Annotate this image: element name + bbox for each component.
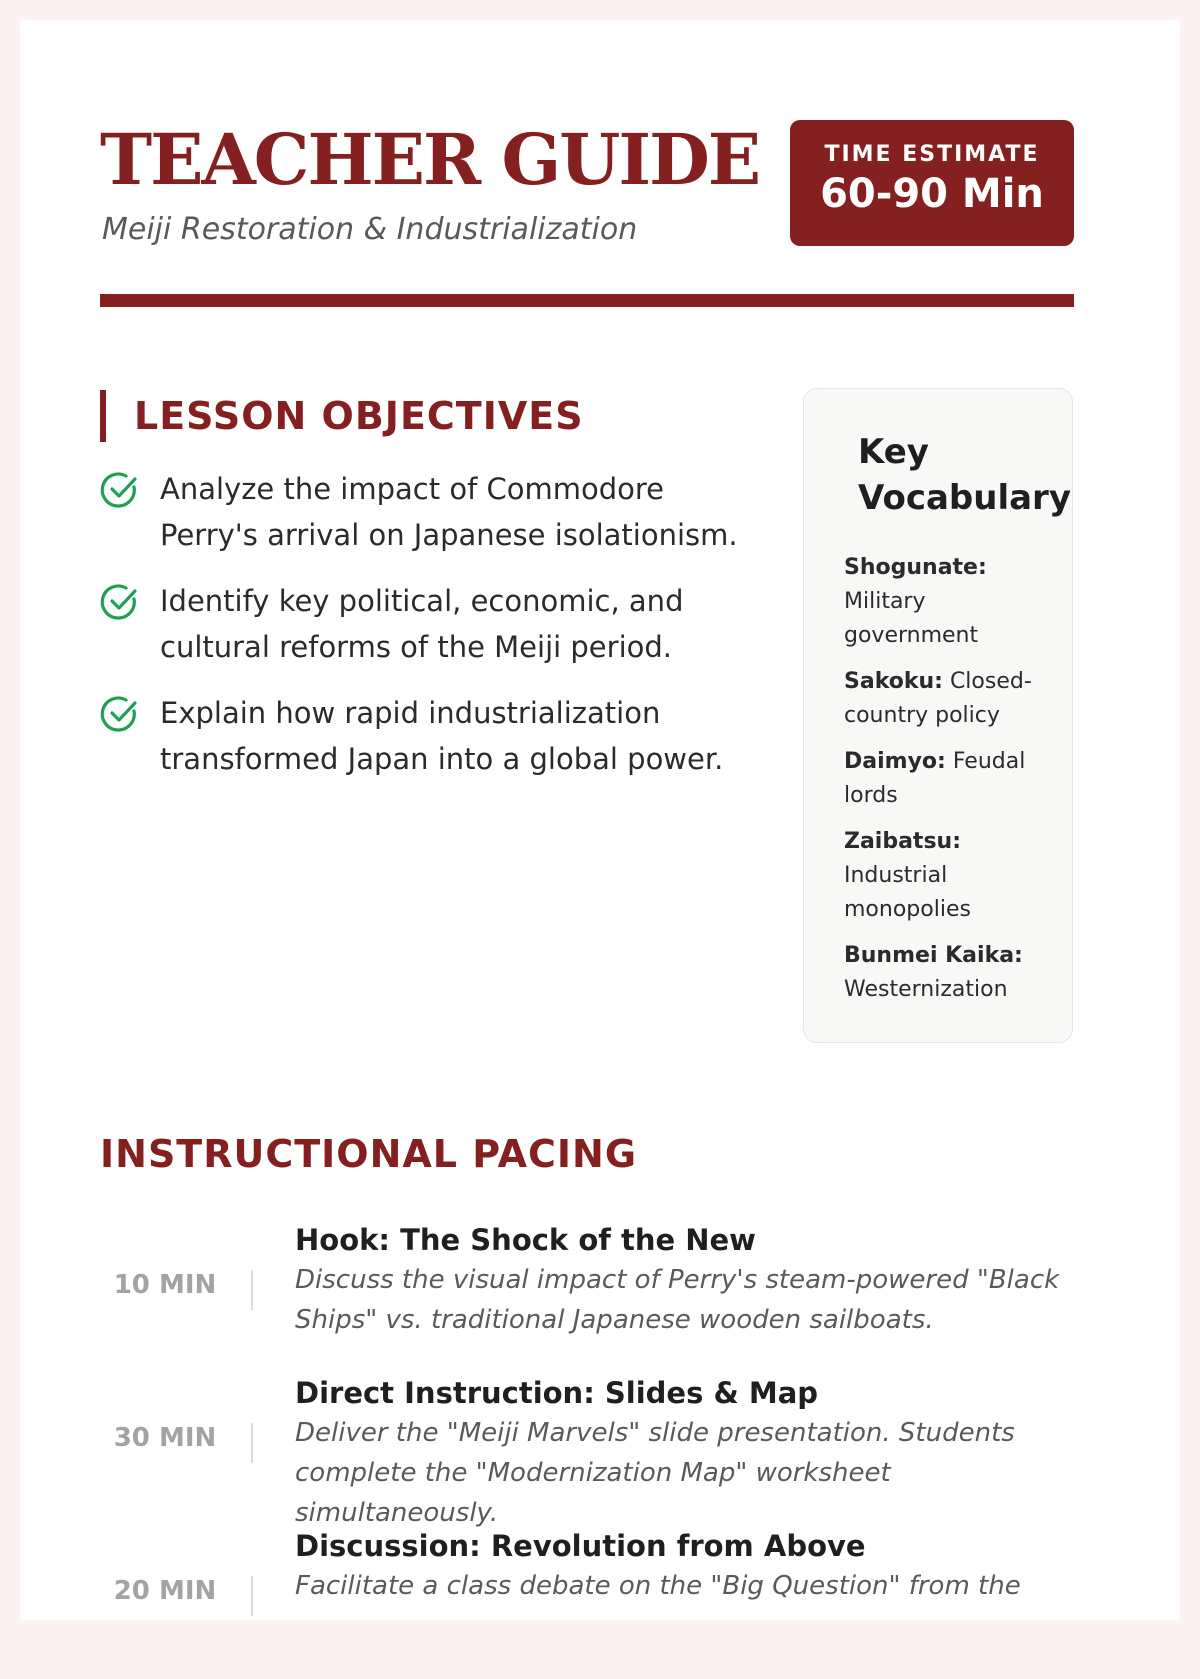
objective-item [100,466,740,558]
vocabulary-definition: Industrial monopolies [844,863,971,922]
pacing-duration: 30 MIN [113,1423,217,1453]
pacing-divider [251,1423,253,1463]
pacing-divider [251,1270,253,1310]
objective-text: Explain how rapid industrialization transformed Japan into a global power. [160,696,724,776]
header [100,100,1074,250]
check-circle-icon [100,582,140,622]
pacing-duration: 10 MIN [113,1270,217,1300]
objective-text: Identify key political, economic, and cultural reforms of the Meiji period. [160,584,684,664]
pacing-heading: Direct Instruction: Slides & Map [295,1376,819,1410]
vocabulary-item [844,551,1054,653]
teacher-guide-page [20,20,1180,1620]
time-estimate-label: TIME ESTIMATE [824,142,1040,167]
vocabulary-item [844,825,1054,927]
time-estimate-value: 60-90 Min [820,171,1044,217]
time-estimate-badge [790,120,1074,246]
pacing-description: Facilitate a class debate on the "Big Question" from the [295,1571,1021,1601]
objective-item [100,578,740,670]
page-title: TEACHER GUIDE [100,118,760,201]
pacing-body [295,1526,1095,1606]
vocabulary-term: Shogunate: [844,555,987,580]
pacing-body [295,1373,1095,1533]
key-vocabulary-title: Key Vocabulary [858,432,1071,518]
lesson-objectives-title: LESSON OBJECTIVES [100,390,740,442]
pacing-list [100,1220,1074,1679]
objective-text: Analyze the impact of Commodore Perry's arrival on Japanese isolationism. [160,472,738,552]
vocabulary-item [844,665,1054,733]
lesson-objectives-section [100,390,740,802]
instructional-pacing-section [100,1130,1074,1679]
vocabulary-list [844,551,1054,1007]
pacing-item [100,1373,1074,1526]
vocabulary-term: Daimyo: [844,749,946,774]
vocabulary-definition: Feudal lords [844,749,1026,808]
vocabulary-item [844,939,1054,1007]
check-circle-icon [100,470,140,510]
pacing-body [295,1220,1095,1340]
check-circle-icon [100,694,140,734]
pacing-description: Discuss the visual impact of Perry's steam-powered "Black Ships" vs. traditional Japanese wooden sailboats. [295,1265,1060,1335]
pacing-duration: 20 MIN [113,1576,217,1606]
instructional-pacing-title: INSTRUCTIONAL PACING [100,1132,638,1176]
pacing-description: Deliver the "Meiji Marvels" slide presentation. Students complete the "Modernization Map" worksheet simultaneously. [295,1418,1015,1528]
objective-item [100,690,740,782]
pacing-item [100,1220,1074,1373]
pacing-divider [251,1576,253,1616]
pacing-item [100,1526,1074,1679]
vocabulary-term: Sakoku: [844,669,943,694]
vocabulary-definition: Westernization [844,977,1008,1002]
vocabulary-item [844,745,1054,813]
page-subtitle: Meiji Restoration & Industrialization [102,212,638,247]
pacing-heading: Discussion: Revolution from Above [295,1529,866,1563]
vocabulary-term: Zaibatsu: [844,829,962,854]
vocabulary-term: Bunmei Kaika: [844,943,1023,968]
vocabulary-definition: Closed-country policy [844,669,1032,728]
vocabulary-definition: Military government [844,589,979,648]
header-divider [100,294,1074,307]
key-vocabulary-card [803,388,1073,1043]
objectives-list [100,466,740,782]
pacing-heading: Hook: The Shock of the New [295,1223,756,1257]
